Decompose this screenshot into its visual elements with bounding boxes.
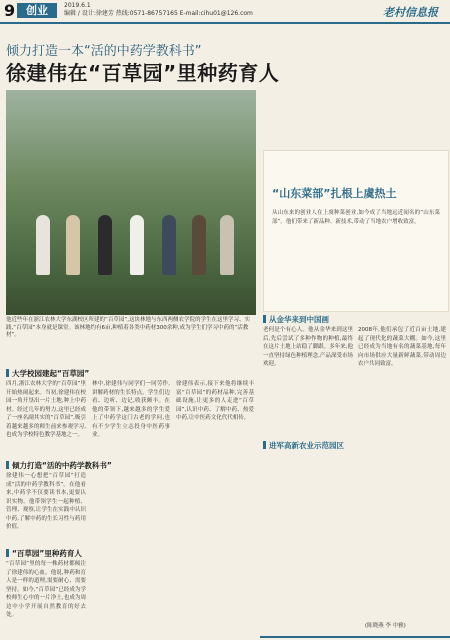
section-heading-2: 倾力打造“活的中药学教科书” [6,460,112,471]
article-title: 徐建伟在“百草园”里种药育人 [6,61,280,85]
section-heading-3: “百草园”里种药育人 [6,548,82,559]
person-figure [162,215,176,275]
sidebar-subheading-1: 从金华来到中国画 [263,314,329,325]
sidebar-column-1: 老何是个有心人。他从金华来到这里后,先后尝试了多种作物的种植,最终在这片土地上站稳了脚跟。多年来,他一直坚持绿色种植理念,产品深受市场欢迎。 [263,327,353,367]
section-heading-1: 大学校园建起“百草园” [6,368,89,379]
section-body-2: 徐建伟一心想把“百草园”打造成“活的中药学教科书”。在他看来,中药学不仅要读书本,更要认识实物。他带领学生一起种植、管理、观察,让学生在实践中认识中药,了解中药的生长习性与药用价值。 [6,473,86,530]
meta-date: 2019.6.1 [64,2,91,9]
person-figure [130,215,144,275]
person-figure [220,215,234,275]
article-subtitle: 倾力打造一本“活的中药学教科书” [6,44,202,59]
page-header [0,0,450,24]
sidebar-column-2: 2008年,他们承包了近百亩土地,建起了现代化的蔬菜大棚。如今,这里已经成为当地有名的蔬菜基地,每年向市场供应大量新鲜蔬菜,带动周边农户共同致富。 [358,327,446,367]
page-meta [64,2,253,18]
section-label: 创业 [17,3,57,18]
meta-editor: 编辑 / 设计:徐建芳 热线:0571-86757165 E-mail:cihu01@126.com [64,10,253,17]
sidebar-story [263,150,449,312]
column-3-body: 徐建伟表示,接下来他将继续丰富“百草园”的药材品种,完善基础设施,让更多的人走进“百草园”,认识中药、了解中药、热爱中药,让中医药文化代代相传。 [176,381,254,421]
photo-caption: 他近些年在浙江农林大学东湖校区所建的“百草园”,这块林地与东西两侧农学院的学生在这里学习、实践,“百草园”本身就是课堂。该林地约有6亩,种植着各类中药材300余种,成为学生们学习中药的“活教材”。 [6,317,250,338]
sidebar-title: “山东菜部”扎根上虞热土 [272,187,397,200]
person-figure [66,215,80,275]
person-figure [36,215,50,275]
person-figure [98,215,112,275]
section-body-3: “百草园”里的每一株药材都倾注了徐建伟的心血。他说,种药和育人是一样的道理,需要耐心、需要坚持。如今,“百草园”已经成为学校师生心中的一片净土,也成为周边中小学开展自然教育的好去处。 [6,561,86,618]
sidebar-intro: 从山东来的创业人在上虞种菜创业,如今成了当地远近闻名的“山东菜部”。他们带来了新品种、新技术,带动了当地农户增收致富。 [272,210,440,225]
section-body-1: 四月,浙江农林大学的“百草园”里开始热闹起来。当初,徐建伟在校园一角开垦出一片土地,种上中药材。经过几年的努力,这里已经成了一座名副其实的“百草园”,吸引着越来越多的师生前来参观学习,也成为学校特色教学基地之一。 [6,381,86,438]
column-2-body: 林中,徐建伟与同学们一同劳作,讲解药材的生长特点。学生们边看、边听、边记,收获颇丰。在他的带领下,越来越多的学生爱上了中药学这门古老的学问,也有不少学生立志投身中医药事业。 [92,381,170,438]
bottom-rule [260,636,450,638]
page-number: 9 [4,1,16,20]
newspaper-name: 老村信息报 [383,6,438,19]
person-figure [192,215,206,275]
article-author: (陈晓燕 李 中雅) [365,623,406,629]
article-photo [6,90,256,315]
sidebar-subheading-2: 进军高新农业示范园区 [263,440,344,451]
